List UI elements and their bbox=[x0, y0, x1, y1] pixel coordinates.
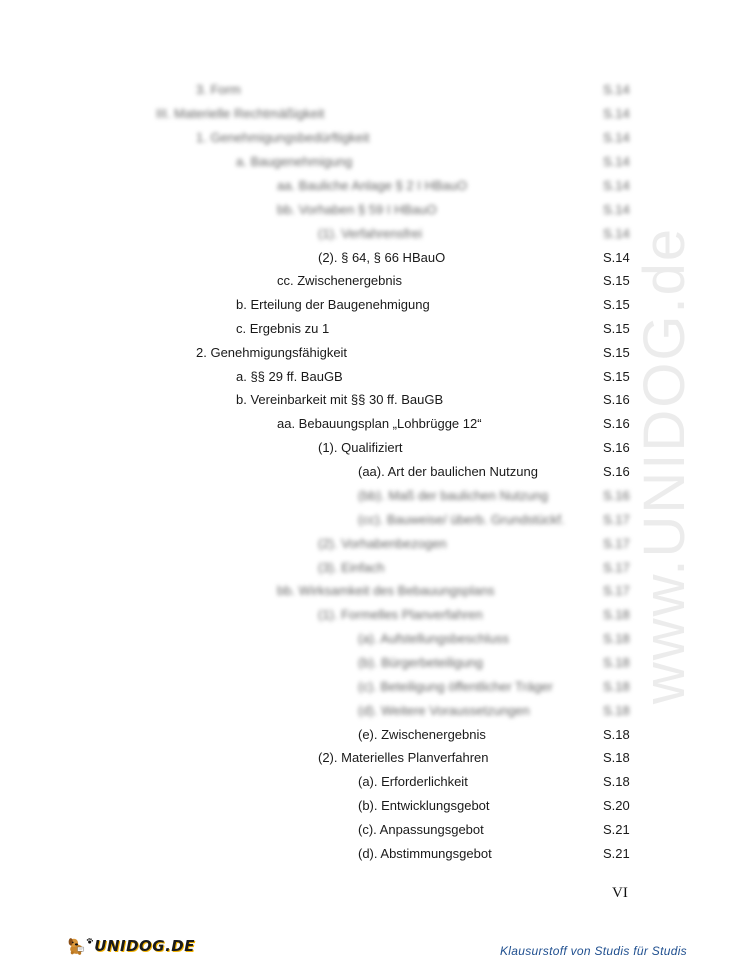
toc-entry-page: S.14 bbox=[603, 82, 630, 97]
toc-entry-label: (1). Verfahrensfrei bbox=[318, 226, 423, 241]
watermark bbox=[620, 226, 710, 704]
toc-entry-page: S.16 bbox=[603, 416, 630, 431]
toc-entry-page: S.17 bbox=[603, 560, 630, 575]
toc-entry-label: (e). Zwischenergebnis bbox=[358, 727, 486, 742]
toc-entry-label: (c). Beteiligung öffentlicher Träger bbox=[358, 679, 553, 694]
toc-entry-page: S.16 bbox=[603, 488, 630, 503]
toc-entry-label: aa. Bebauungsplan „Lohbrügge 12“ bbox=[277, 416, 482, 431]
paw-icon bbox=[86, 934, 93, 948]
toc-entry-label: c. Ergebnis zu 1 bbox=[236, 321, 330, 336]
toc-entry-label: (aa). Art der baulichen Nutzung bbox=[358, 464, 538, 479]
toc-entry-label: (cc). Bauweise/ überb. Grundstückf. bbox=[358, 512, 565, 527]
toc-entry-page: S.21 bbox=[603, 846, 630, 861]
toc-entry-label: 3. Form bbox=[196, 82, 241, 97]
toc-entry-page: S.18 bbox=[603, 679, 630, 694]
toc-entry-label: (d). Abstimmungsgebot bbox=[358, 846, 492, 861]
toc-entry-page: S.15 bbox=[603, 321, 630, 336]
toc-entry-page: S.15 bbox=[603, 297, 630, 312]
toc-entry-label: (d). Weitere Voraussetzungen bbox=[358, 703, 530, 718]
toc-entry-label: (bb). Maß der baulichen Nutzung bbox=[358, 488, 549, 503]
toc-entry-page: S.16 bbox=[603, 392, 630, 407]
toc-entry-page: S.18 bbox=[603, 750, 630, 765]
toc-entry-label: (2). Materielles Planverfahren bbox=[318, 750, 489, 765]
toc-entry-page: S.20 bbox=[603, 798, 630, 813]
toc-entry-label: 1. Genehmigungsbedürftigkeit bbox=[196, 130, 370, 145]
toc-entry-page: S.18 bbox=[603, 727, 630, 742]
toc-entry-label: aa. Bauliche Anlage § 2 I HBauO bbox=[277, 178, 468, 193]
toc-entry-page: S.15 bbox=[603, 369, 630, 384]
toc-entry-label: III. Materielle Rechtmäßigkeit bbox=[156, 106, 325, 121]
toc-entry-page: S.15 bbox=[603, 345, 630, 360]
toc-entry-label: a. §§ 29 ff. BauGB bbox=[236, 369, 343, 384]
toc-entry-label: 2. Genehmigungsfähigkeit bbox=[196, 345, 348, 360]
footer-slogan: Klausurstoff von Studis für Studis bbox=[500, 944, 687, 958]
toc-entry-label: (b). Bürgerbeteiligung bbox=[358, 655, 484, 670]
logo-text: UNIDOG.DE bbox=[94, 937, 195, 955]
toc-entry-page: S.17 bbox=[603, 536, 630, 551]
toc-entry-page: S.14 bbox=[603, 202, 630, 217]
toc-entry-page: S.18 bbox=[603, 655, 630, 670]
toc-entry-label: a. Baugenehmigung bbox=[236, 154, 353, 169]
toc-entry-page: S.16 bbox=[603, 440, 630, 455]
toc-entry-page: S.14 bbox=[603, 106, 630, 121]
toc-entry-page: S.17 bbox=[603, 583, 630, 598]
toc-entry-label: (b). Entwicklungsgebot bbox=[358, 798, 490, 813]
toc-entry-page: S.14 bbox=[603, 226, 630, 241]
toc-entry-page: S.14 bbox=[603, 154, 630, 169]
watermark-text: www.UNIDOG.de bbox=[632, 226, 698, 704]
toc-entry-label: (a). Aufstellungsbeschluss bbox=[358, 631, 510, 646]
toc-entry-label: (2). § 64, § 66 HBauO bbox=[318, 250, 446, 265]
toc-entry-page: S.14 bbox=[603, 250, 630, 265]
toc-entry-page: S.14 bbox=[603, 130, 630, 145]
toc-entry-label: (1). Qualifiziert bbox=[318, 440, 403, 455]
toc-entry-label: bb. Vorhaben § 59 I HBauO bbox=[277, 202, 437, 217]
toc-entry-label: (3). Einfach bbox=[318, 560, 385, 575]
dog-mascot-icon bbox=[65, 926, 88, 966]
toc-entry-page: S.17 bbox=[603, 512, 630, 527]
toc-entry-label: (c). Anpassungsgebot bbox=[358, 822, 484, 837]
toc-entry-label: (a). Erforderlichkeit bbox=[358, 774, 468, 789]
toc-entry-page: S.18 bbox=[603, 631, 630, 646]
toc-entry-label: b. Vereinbarkeit mit §§ 30 ff. BauGB bbox=[236, 392, 444, 407]
toc-entry-label: cc. Zwischenergebnis bbox=[277, 273, 402, 288]
unidog-logo bbox=[65, 926, 195, 966]
toc-entry-page: S.18 bbox=[603, 774, 630, 789]
toc-entry-page: S.18 bbox=[603, 607, 630, 622]
toc-entry-label: b. Erteilung der Baugenehmigung bbox=[236, 297, 430, 312]
toc-entry-page: S.15 bbox=[603, 273, 630, 288]
toc-entry-page: S.16 bbox=[603, 464, 630, 479]
toc-entry-page: S.14 bbox=[603, 178, 630, 193]
page-number: VI bbox=[612, 885, 628, 901]
toc-entry-label: bb. Wirksamkeit des Bebauungsplans bbox=[277, 583, 495, 598]
toc-entry-page: S.21 bbox=[603, 822, 630, 837]
toc-entry-label: (2). Vorhabenbezogen bbox=[318, 536, 447, 551]
toc-entry-page: S.18 bbox=[603, 703, 630, 718]
toc-entry-label: (1). Formelles Planverfahren bbox=[318, 607, 483, 622]
